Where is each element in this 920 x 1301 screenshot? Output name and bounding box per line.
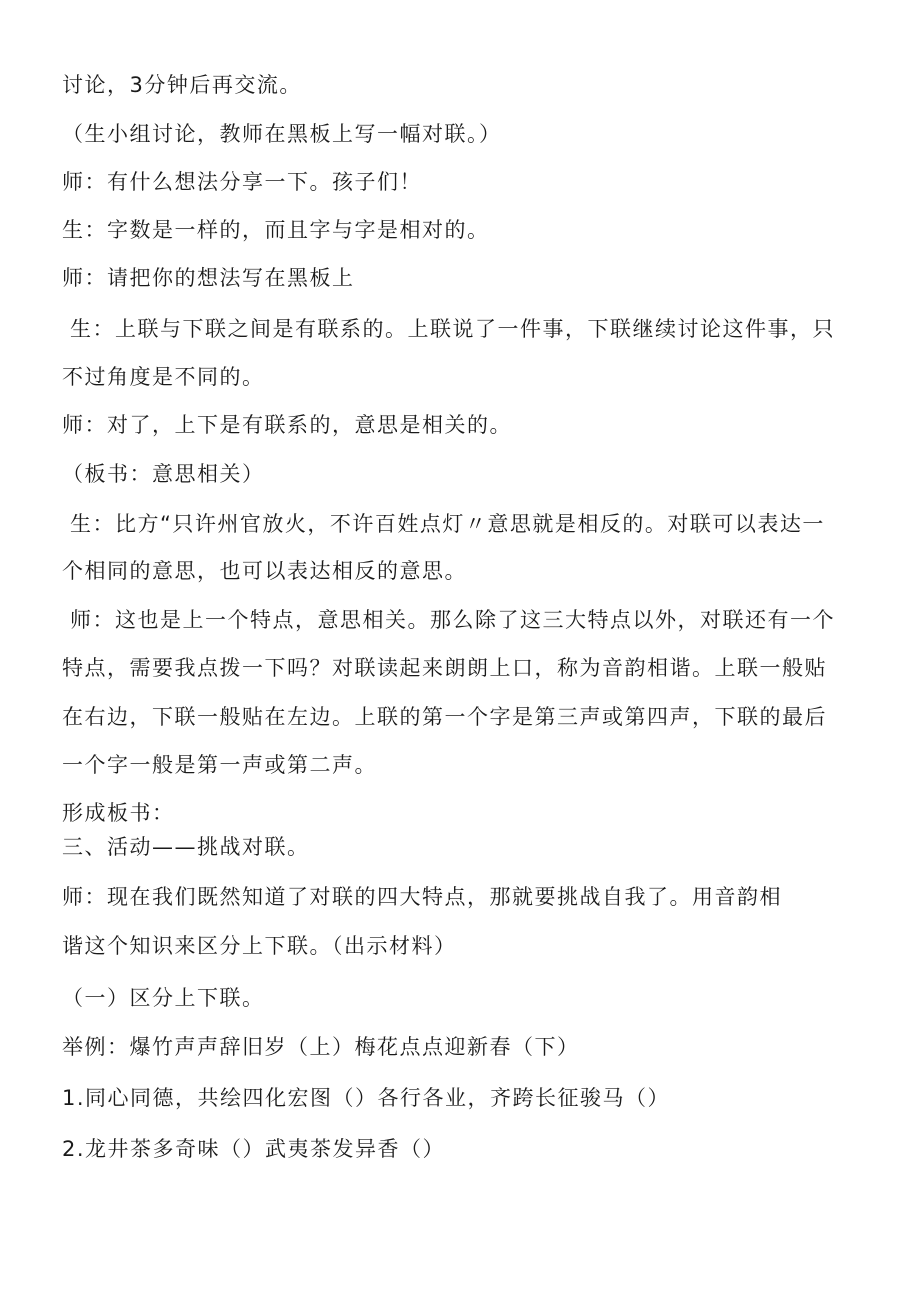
text-line-19: 谐这个知识来区分上下联。（出示材料） bbox=[62, 934, 457, 958]
text-line-23: 2.龙井茶多奇味（）武夷茶发异香（） bbox=[62, 1137, 446, 1161]
text-line-1: 讨论，3分钟后再交流。 bbox=[62, 73, 302, 97]
text-line-5: 师：请把你的想法写在黑板上 bbox=[62, 266, 355, 290]
text-line-14: 在右边，下联一般贴在左边。上联的第一个字是第三声或第四声，下联的最后 bbox=[62, 705, 827, 729]
text-line-3: 师：有什么想法分享一下。孩子们！ bbox=[62, 170, 422, 194]
text-line-9: （板书：意思相关） bbox=[62, 462, 265, 486]
text-line-21: 举例：爆竹声声辞旧岁（上）梅花点点迎新春（下） bbox=[62, 1035, 580, 1059]
text-line-22: 1.同心同德，共绘四化宏图（）各行各业，齐跨长征骏马（） bbox=[62, 1086, 671, 1110]
text-line-11: 个相同的意思，也可以表达相反的意思。 bbox=[62, 559, 467, 583]
text-line-2: （生小组讨论，教师在黑板上写一幅对联。） bbox=[62, 122, 502, 146]
text-line-17: 三、活动——挑战对联。 bbox=[62, 835, 310, 859]
text-line-16: 形成板书： bbox=[62, 801, 175, 825]
text-line-6: 生：上联与下联之间是有联系的。上联说了一件事，下联继续讨论这件事，只 bbox=[70, 317, 835, 341]
text-line-4: 生：字数是一样的，而且字与字是相对的。 bbox=[62, 218, 490, 242]
text-line-8: 师：对了，上下是有联系的，意思是相关的。 bbox=[62, 413, 512, 437]
text-line-20: （一）区分上下联。 bbox=[62, 986, 265, 1010]
text-line-15: 一个字一般是第一声或第二声。 bbox=[62, 753, 377, 777]
text-line-10: 生：比方“只许州官放火，不许百姓点灯〃意思就是相反的。对联可以表达一 bbox=[70, 512, 825, 536]
text-line-18: 师：现在我们既然知道了对联的四大特点，那就要挑战自我了。用音韵相 bbox=[62, 885, 782, 909]
text-line-13: 特点，需要我点拨一下吗？对联读起来朗朗上口，称为音韵相谐。上联一般贴 bbox=[62, 656, 827, 680]
text-line-12: 师：这也是上一个特点，意思相关。那么除了这三大特点以外，对联还有一个 bbox=[70, 608, 835, 632]
text-line-7: 不过角度是不同的。 bbox=[62, 365, 265, 389]
